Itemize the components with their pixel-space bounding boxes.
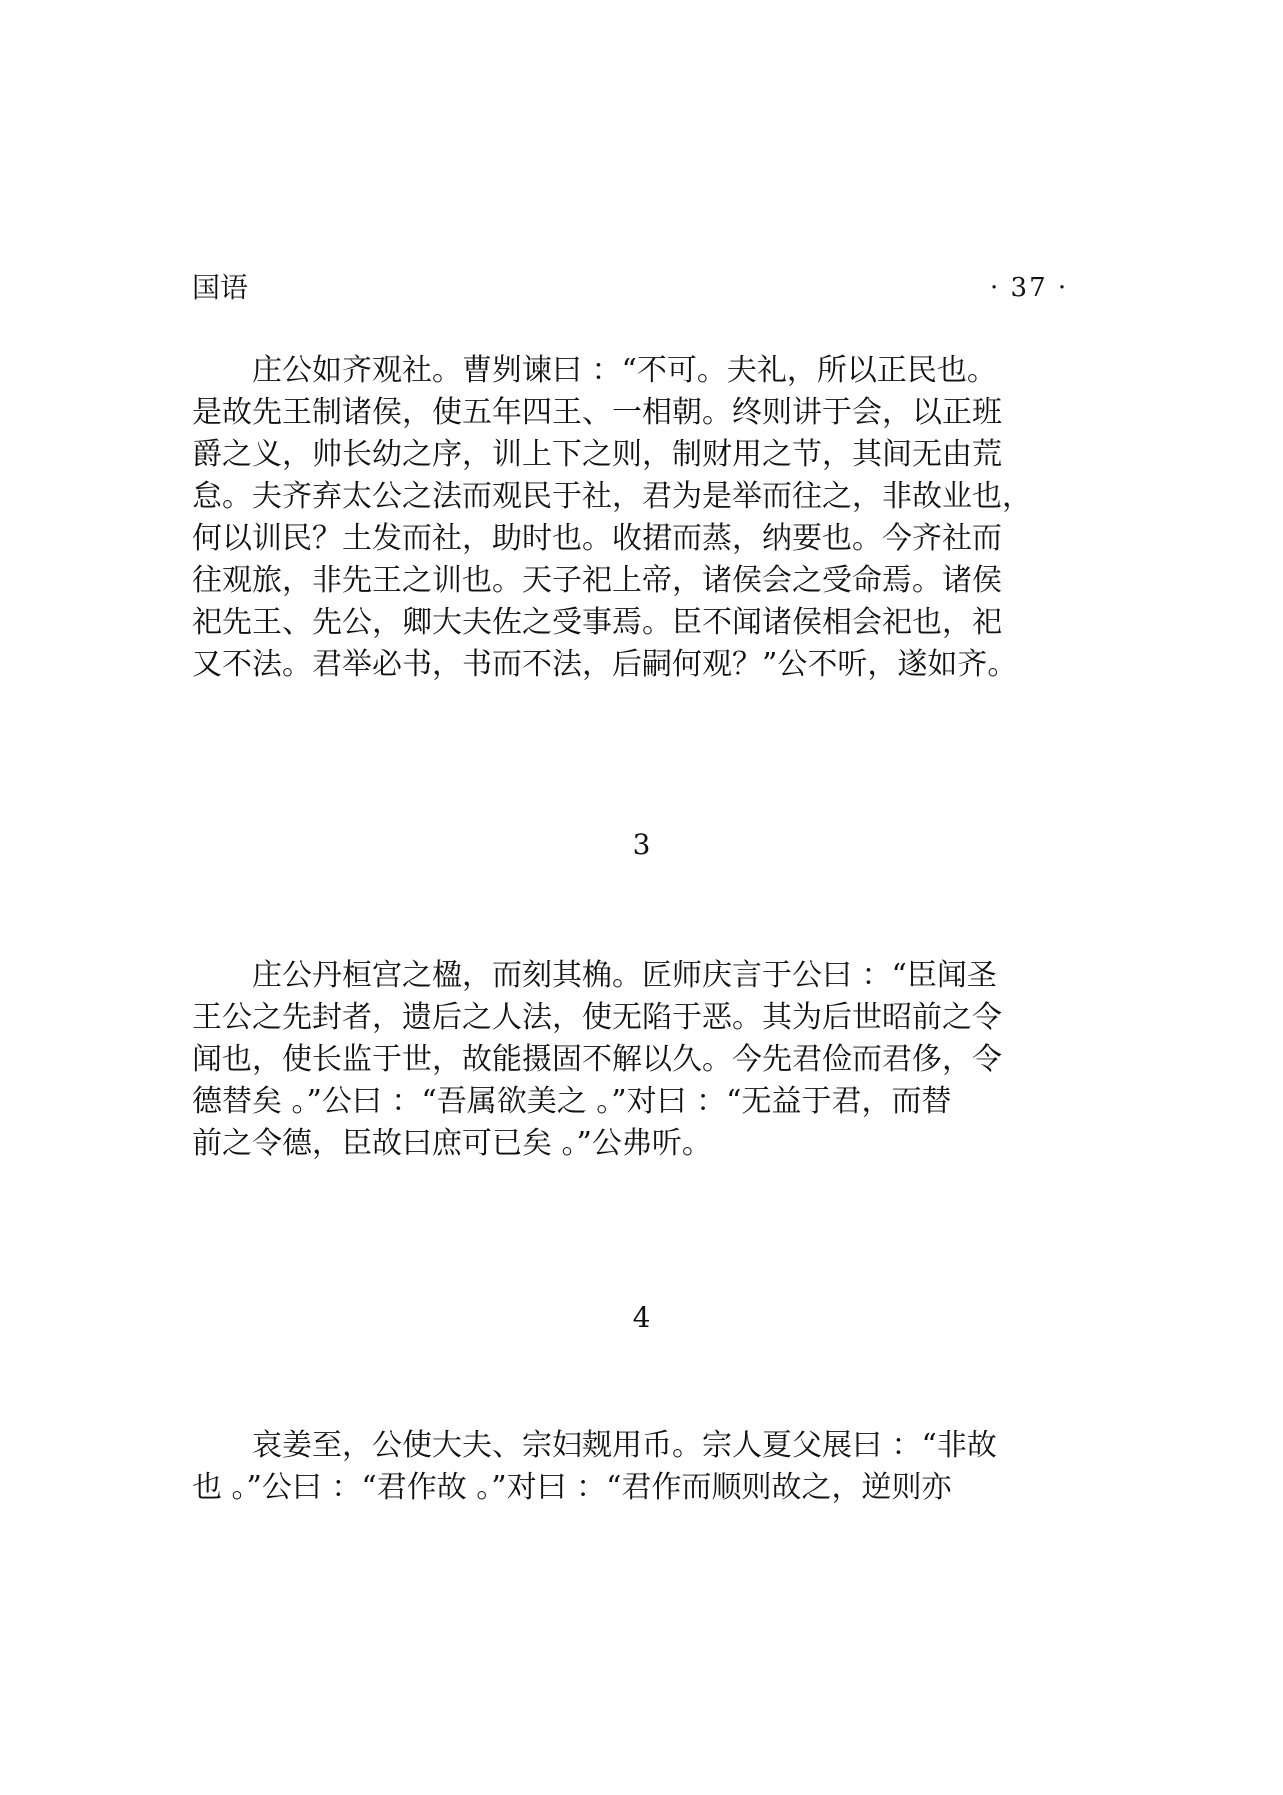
page-number: · 37 · <box>990 273 1069 303</box>
text-line: 是故先王制诸侯，使五年四王、一相朝。终则讲于会，以正班 <box>192 395 1002 430</box>
book-title: 国语 <box>192 271 249 304</box>
text-line: 何以训民？土发而社，助时也。收捃而蒸，纳要也。今齐社而 <box>192 521 1002 556</box>
text-line: 闻也，使长监于世，故能摄固不解以久。今先君俭而君侈，令 <box>192 1042 1002 1077</box>
text-line: 庄公丹桓宫之楹，而刻其桷。匠师庆言于公曰 ：“臣闻圣 <box>192 958 997 993</box>
text-line: 也 。”公曰 ：“君作故 。”对曰 ：“君作而顺则故之，逆则亦 <box>192 1470 952 1505</box>
text-line: 爵之义，帅长幼之序，训上下之则，制财用之节，其间无由荒 <box>192 437 1002 472</box>
section-number-4: 4 <box>632 1301 651 1334</box>
paragraph-1 <box>192 350 1112 686</box>
text-line: 往观旅，非先王之训也。天子祀上帝，诸侯会之受命焉。诸侯 <box>192 563 1002 598</box>
text-line: 庄公如齐观社。曹刿谏曰 ：“不可。夫礼，所以正民也。 <box>192 353 997 388</box>
text-line: 怠。夫齐弃太公之法而观民于社，君为是举而往之，非故业也， <box>192 479 1032 514</box>
section-number-3: 3 <box>632 828 651 861</box>
text-line: 哀姜至，公使大夫、宗妇觌用币。宗人夏父展曰 ：“非故 <box>192 1428 997 1463</box>
paragraph-3 <box>192 1425 1112 1509</box>
text-line: 又不法。君举必书，书而不法，后嗣何观？”公不听，遂如齐。 <box>192 647 1018 682</box>
text-line: 王公之先封者，遗后之人法，使无陷于恶。其为后世昭前之令 <box>192 1000 1002 1035</box>
text-line: 前之令德，臣故曰庶可已矣 。”公弗听。 <box>192 1126 712 1161</box>
text-line: 德替矣 。”公曰 ：“吾属欲美之 。”对曰 ：“无益于君，而替 <box>192 1084 952 1119</box>
paragraph-2 <box>192 955 1112 1165</box>
text-line: 祀先王、先公，卿大夫佐之受事焉。臣不闻诸侯相会祀也，祀 <box>192 605 1002 640</box>
